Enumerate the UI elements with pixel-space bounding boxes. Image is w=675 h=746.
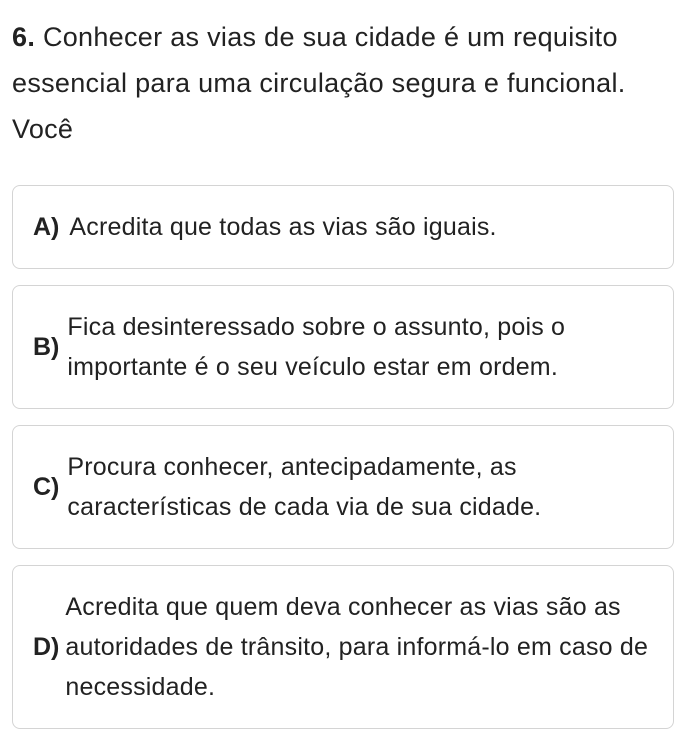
option-c[interactable] (12, 425, 674, 549)
question-text: Conhecer as vias de sua cidade é um requisito essencial para uma circulação segura e funcional. Você (12, 22, 626, 144)
option-a[interactable] (12, 185, 674, 269)
option-d[interactable] (12, 565, 674, 729)
question (12, 14, 652, 152)
option-text: Acredita que quem deva conhecer as vias são as autoridades de trânsito, para informá-lo em caso de necessidade. (65, 593, 649, 701)
option-text: Fica desinteressado sobre o assunto, pois o importante é o seu veículo estar em ordem. (67, 313, 566, 381)
option-letter: C) (33, 472, 60, 501)
option-b[interactable] (12, 285, 674, 409)
option-letter: D) (33, 632, 60, 661)
option-text: Procura conhecer, antecipadamente, as características de cada via de sua cidade. (67, 453, 542, 521)
options-list (12, 185, 674, 745)
question-number: 6. (12, 22, 36, 52)
option-letter: B) (33, 332, 60, 361)
option-text: Acredita que todas as vias são iguais. (69, 213, 497, 241)
option-letter: A) (33, 212, 60, 241)
